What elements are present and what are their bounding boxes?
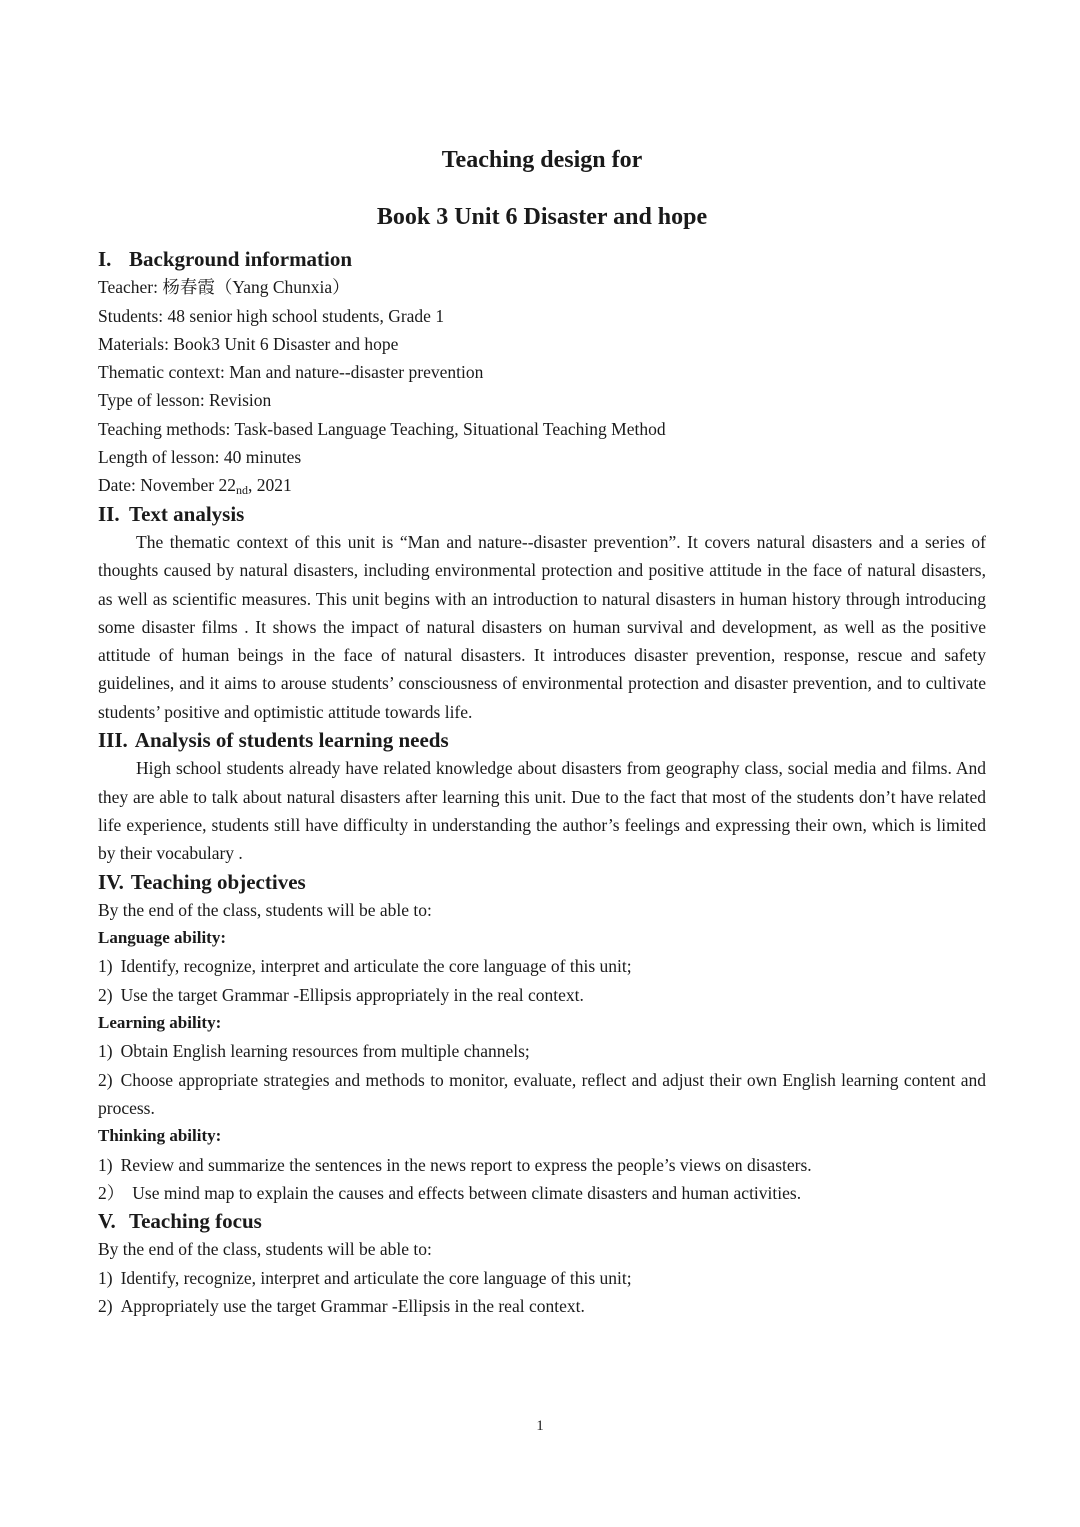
list-item: 1) Identify, recognize, interpret and articulate the core language of this unit;	[98, 956, 632, 977]
learning-needs-paragraph: High school students already have related knowledge about disasters from geography class, social media and films. And they are able to talk about natural disasters after learning this unit. Due to the fact that most of the students don’t have related life experience, students still have difficulty in understanding the author’s feelings and expressing their own, which is limited by their vocabulary .	[98, 758, 986, 864]
section-heading-teaching-focus: V. Teaching focus	[98, 1209, 262, 1234]
materials-line: Materials: Book3 Unit 6 Disaster and hope	[98, 333, 399, 354]
page-number: 1	[536, 1418, 544, 1434]
lesson-length-line: Length of lesson: 40 minutes	[98, 447, 302, 468]
document-body	[98, 245, 986, 1320]
list-item: 2) Appropriately use the target Grammar -Ellipsis in the real context.	[98, 1295, 585, 1316]
list-item: 2） Use mind map to explain the causes and effects between climate disasters and human activities.	[98, 1182, 802, 1203]
objectives-intro: By the end of the class, students will be able to:	[98, 899, 432, 920]
thematic-context-line: Thematic context: Man and nature--disaster prevention	[98, 362, 484, 383]
students-line: Students: 48 senior high school students, Grade 1	[98, 305, 445, 326]
lesson-type-line: Type of lesson: Revision	[98, 390, 272, 411]
focus-intro: By the end of the class, students will be able to:	[98, 1239, 432, 1260]
list-item: 2) Choose appropriate strategies and methods to monitor, evaluate, reflect and adjust their own English learning content and process.	[98, 1069, 986, 1118]
section-heading-learning-needs: III. Analysis of students learning needs	[98, 728, 449, 753]
list-item: 1) Review and summarize the sentences in the news report to express the people’s views on disasters.	[98, 1154, 812, 1175]
document-title-line-2: Book 3 Unit 6 Disaster and hope	[376, 204, 708, 230]
teacher-line: Teacher: 杨春霞（Yang Chunxia）	[98, 277, 350, 298]
document-title-line-1: Teaching design for	[441, 147, 643, 173]
list-item: 1) Identify, recognize, interpret and articulate the core language of this unit;	[98, 1267, 632, 1288]
section-heading-background: I. Background information	[98, 247, 353, 271]
list-item: 1) Obtain English learning resources from multiple channels;	[98, 1041, 530, 1062]
learning-ability-label: Learning ability:	[98, 1013, 222, 1033]
language-ability-label: Language ability:	[98, 928, 226, 948]
teaching-methods-line: Teaching methods: Task-based Language Teaching, Situational Teaching Method	[98, 418, 666, 439]
section-heading-objectives: IV. Teaching objectives	[98, 869, 306, 894]
section-heading-text-analysis: II. Text analysis	[98, 501, 245, 526]
thinking-ability-label: Thinking ability:	[98, 1126, 222, 1146]
list-item: 2) Use the target Grammar -Ellipsis appropriately in the real context.	[98, 984, 584, 1005]
date-line: Date: November $22_{nd}$, 2021	[98, 475, 292, 498]
text-analysis-paragraph: The thematic context of this unit is “Man and nature--disaster prevention”. It covers natural disasters and a series of thoughts caused by natural disasters, including environmental protection and positive attitude in the face of natural disasters, as well as scientific measures. This unit begins with an introduction to natural disasters in human history through introducing some disaster films . It shows the impact of natural disasters on human survival and development, as well as the positive attitude of human beings in the face of natural disasters. It introduces disaster prevention, response, rescue and safety guidelines, and it aims to arouse students’ consciousness of environmental protection and disaster prevention, and to cultivate students’ positive and optimistic attitude towards life.	[98, 531, 986, 722]
